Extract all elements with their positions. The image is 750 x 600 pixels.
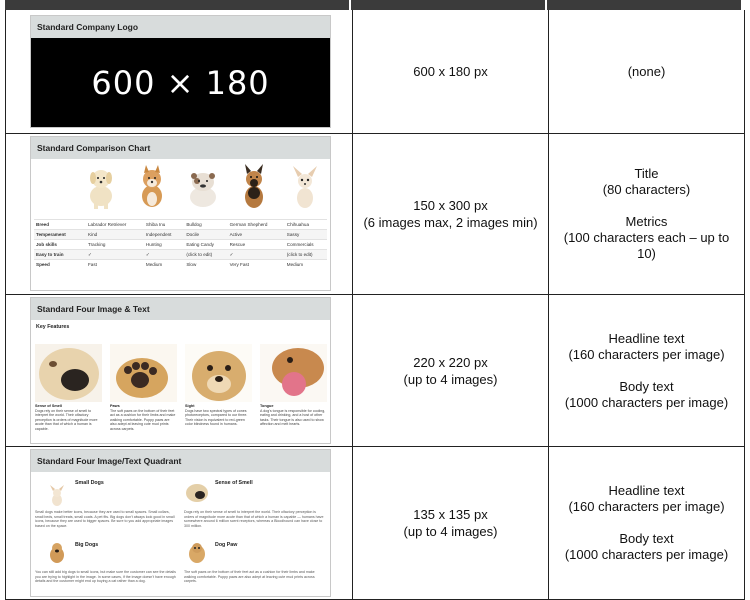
comparison-cell: Active <box>228 230 285 240</box>
image-spec-table <box>5 0 745 600</box>
table-row <box>5 295 745 447</box>
quadrant-body: Dogs rely on their sense of smell to interpret the world. Their olfactory perception is orders of magnitude more acute than that of which a human is capable — humans have somewhere around 6 million scent receptors, whereas a Bloodhound can have close to 300 million. <box>184 510 324 528</box>
comparison-cell: ✓ <box>86 250 144 260</box>
key-features-heading: Key Features <box>36 324 70 330</box>
feature-caption <box>185 404 252 432</box>
quadrant-body: You can still add big dogs to small icons, but make sure the customer can see the details you are trying to highlight in the image. In some cases, if the image doesn't have enough details and the customer might end up buying a cat rather than a dog. <box>35 570 176 584</box>
dog-nose-photo <box>185 480 209 504</box>
caption-headline: Paws <box>110 404 120 408</box>
comparison-cell: Commercials <box>285 240 327 250</box>
module-preview-cell <box>6 295 353 446</box>
comparison-row-label: Temperament <box>34 230 86 240</box>
comparison-cell: Medium <box>144 260 184 270</box>
comparison-cell: ✓ <box>228 250 285 260</box>
text-requirements: (none) <box>627 63 666 79</box>
comparison-cell: Very Fast <box>228 260 285 270</box>
text-requirements-cell <box>549 295 744 446</box>
caption-body: A dog's tongue is responsible for cooling, eating and drinking, and a host of other tasks. Their tongue is also used to show affection and melt hearts. <box>260 408 326 427</box>
dog-paw-photo <box>185 540 209 564</box>
feature-image-row <box>35 344 327 402</box>
comparison-cell: Sassy <box>285 230 327 240</box>
quadrant-preview <box>30 449 331 597</box>
quadrant-headline: Big Dogs <box>75 542 99 548</box>
text-requirements-cell <box>549 10 744 133</box>
dog-photo-labrador <box>83 163 119 211</box>
feature-caption <box>35 404 102 432</box>
dog-photo-row <box>83 163 323 213</box>
image-size-cell <box>353 134 549 294</box>
image-size-text: 220 x 220 px (up to 4 images) <box>403 354 498 387</box>
module-title: Standard Comparison Chart <box>31 137 330 159</box>
comparison-cell: Docile <box>184 230 227 240</box>
quadrant-headline: Small Dogs <box>75 480 104 486</box>
caption-headline: Tongue <box>260 404 274 408</box>
comparison-cell: Shiba Inu <box>144 220 184 230</box>
comparison-table-row <box>34 250 327 260</box>
comparison-cell: Hunting <box>144 240 184 250</box>
quadrant-body: The soft paws on the bottom of their feet act as a cushion for their limbs and make walking comfortable. Puppy paws are also adept at leaving cute mud prints across carpets. <box>184 570 315 584</box>
table-row <box>5 447 745 600</box>
table-header-strip <box>5 0 745 10</box>
caption-body: Dogs have two spectral types of cones photoreceptors, compared to our three. Their vision is equivalent to red-green color blindness found in humans. <box>185 408 248 427</box>
comparison-cell: Fast <box>86 260 144 270</box>
module-title: Standard Four Image & Text <box>31 298 330 320</box>
logo-placeholder: 600 × 180 <box>31 38 330 127</box>
table-row <box>5 134 745 295</box>
comparison-chart-preview <box>30 136 331 291</box>
header-cell-size <box>351 0 547 10</box>
caption-headline: Sight <box>185 404 195 408</box>
comparison-cell: Kind <box>86 230 144 240</box>
module-preview-cell <box>6 10 353 133</box>
comparison-cell: Chihuahua <box>285 220 327 230</box>
comparison-cell: (click to edit) <box>285 250 327 260</box>
dog-photo-shiba <box>134 163 170 211</box>
quadrant-headline: Dog Paw <box>215 542 238 548</box>
comparison-cell: Rescue <box>228 240 285 250</box>
comparison-row-label: Job skills <box>34 240 86 250</box>
text-requirements-cell <box>549 447 744 599</box>
dog-nose-photo <box>35 344 102 402</box>
comparison-table-row <box>34 240 327 250</box>
comparison-table-row <box>34 220 327 230</box>
comparison-cell: Bulldog <box>184 220 227 230</box>
dog-photo-german-shepherd <box>236 163 272 211</box>
comparison-cell: German Shepherd <box>228 220 285 230</box>
comparison-cell: Independent <box>144 230 184 240</box>
small-dog-photo <box>45 484 69 508</box>
feature-caption <box>260 404 327 432</box>
feature-caption <box>110 404 177 432</box>
text-requirements: Headline text (160 characters per image) Body text (1000 characters per image) <box>564 483 729 562</box>
image-size-text: 135 x 135 px (up to 4 images) <box>403 507 498 539</box>
comparison-row-label: Easy to train <box>34 250 86 260</box>
text-requirements: Headline text (160 characters per image) Body text (1000 characters per image) <box>564 330 729 410</box>
comparison-cell: Slow <box>184 260 227 270</box>
image-size-text: 150 x 300 px (6 images max, 2 images min) <box>363 198 538 230</box>
comparison-cell: ✓ <box>144 250 184 260</box>
header-cell-module <box>5 0 351 10</box>
dog-paw-photo <box>110 344 177 402</box>
comparison-table <box>34 219 327 270</box>
image-size-cell <box>353 447 549 599</box>
comparison-cell: Tracking <box>86 240 144 250</box>
four-image-text-preview <box>30 297 331 444</box>
caption-headline: Sense of Smell <box>35 404 63 408</box>
big-dog-photo <box>45 540 69 564</box>
comparison-cell: Labrador Retriever <box>86 220 144 230</box>
caption-body: The soft paws on the bottom of their feet act as a cushion for their limbs and make walking comfortable. Puppy paws are also adept at leaving cute mud prints across carpets. <box>110 408 176 431</box>
image-size-cell <box>353 10 549 133</box>
comparison-table-row <box>34 230 327 240</box>
quadrant-headline: Sense of Smell <box>215 480 253 486</box>
dog-photo-bulldog <box>185 163 221 211</box>
logo-module-preview <box>30 15 331 128</box>
module-preview-cell <box>6 134 353 294</box>
quadrant-body: Small dogs make better icons, because they are used to small spaces. Small collars, small beds, small treats, small coats. A pet fits. Big dogs don't always look good in small icons, because they are used to bigger spaces. Be sure to you add appropriate images based on the space. <box>35 510 175 528</box>
dog-photo-chihuahua <box>287 163 323 211</box>
feature-caption-row <box>35 404 327 432</box>
image-size-text: 600 x 180 px <box>413 64 488 79</box>
module-title: Standard Company Logo <box>31 16 330 38</box>
dog-tongue-photo <box>260 344 327 402</box>
caption-body: Dogs rely on their sense of smell to interpret the world. Their olfactory perception is orders of magnitude more acute than that of which a human is capable. <box>35 408 98 431</box>
header-cell-text <box>547 0 741 10</box>
comparison-cell: (click to edit) <box>184 250 227 260</box>
comparison-row-label: Speed <box>34 260 86 270</box>
comparison-table-row <box>34 260 327 270</box>
comparison-cell: Medium <box>285 260 327 270</box>
comparison-row-label: Breed <box>34 220 86 230</box>
module-preview-cell <box>6 447 353 599</box>
text-requirements-cell <box>549 134 744 294</box>
dog-face-photo <box>185 344 252 402</box>
table-row <box>5 10 745 134</box>
comparison-cell: Eating Candy <box>184 240 227 250</box>
text-requirements: Title (80 characters) Metrics (100 characters each – up to 10) <box>563 166 730 261</box>
image-size-cell <box>353 295 549 446</box>
module-title: Standard Four Image/Text Quadrant <box>31 450 330 472</box>
